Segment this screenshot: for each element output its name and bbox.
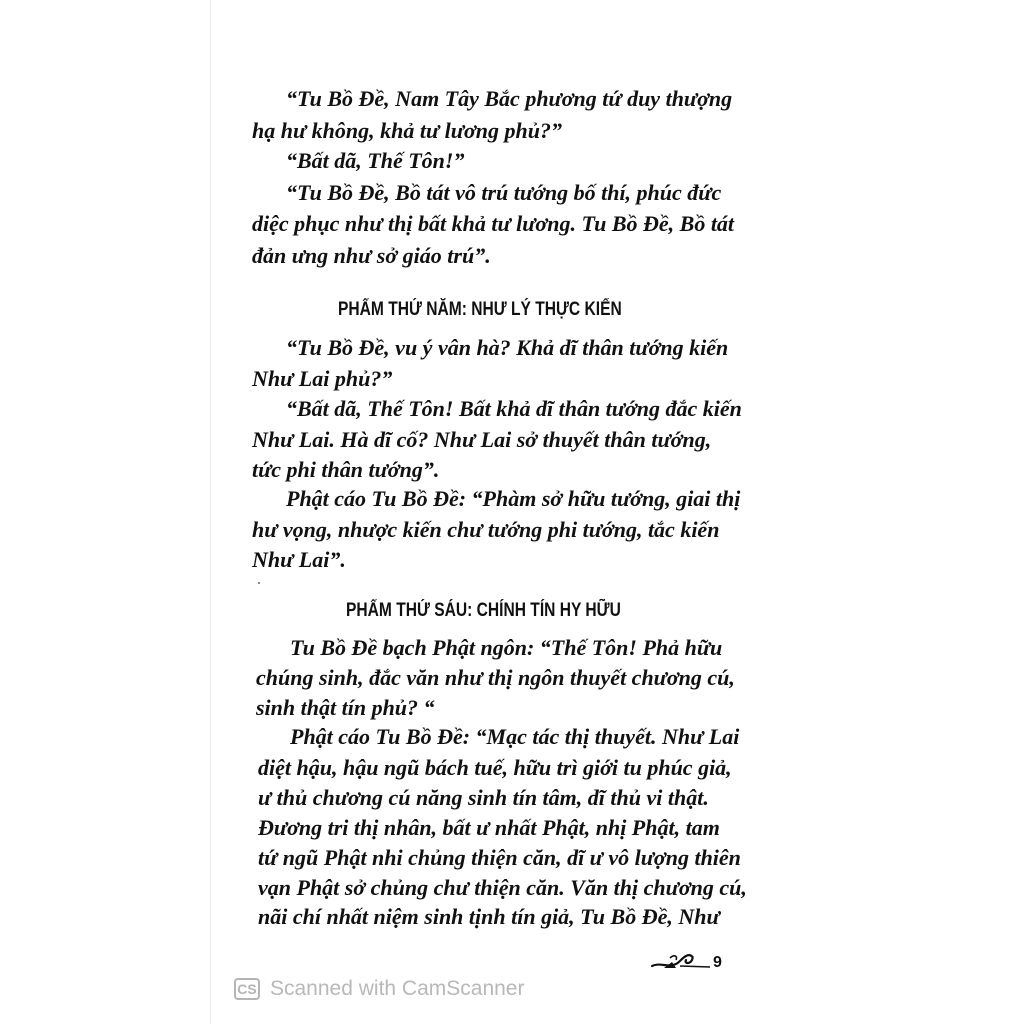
section-heading-5: PHẨM THỨ NĂM: NHƯ LÝ THỰC KIẾN bbox=[338, 299, 622, 320]
text-line: nãi chí nhất niệm sinh tịnh tín giả, Tu Bồ Đề, Như bbox=[258, 904, 720, 929]
text-line: vạn Phật sở chủng chư thiện căn. Văn thị chương cú, bbox=[258, 875, 747, 900]
text-line: hạ hư không, khả tư lương phủ?” bbox=[252, 118, 562, 143]
text-line: “Bất dã, Thế Tôn! Bất khả dĩ thân tướng đắc kiến bbox=[286, 396, 742, 421]
text-line: chúng sinh, đắc văn như thị ngôn thuyết chương cú, bbox=[256, 665, 735, 690]
text-line: sinh thật tín phủ? “ bbox=[256, 695, 435, 720]
text-line: “Tu Bồ Đề, Nam Tây Bắc phương tứ duy thượng bbox=[286, 86, 733, 111]
text-line: “Bất dã, Thế Tôn!” bbox=[286, 148, 465, 173]
watermark-text: Scanned with CamScanner bbox=[270, 977, 525, 1000]
scan-speck bbox=[258, 582, 260, 584]
text-line: Đương tri thị nhân, bất ư nhất Phật, nhị Phật, tam bbox=[258, 815, 720, 840]
text-line: “Tu Bồ Đề, Bồ tát vô trú tướng bố thí, phúc đức bbox=[286, 180, 722, 205]
text-line: Như Lai. Hà dĩ cố? Như Lai sở thuyết thân tướng, bbox=[252, 427, 712, 452]
text-line: diệt hậu, hậu ngũ bách tuế, hữu trì giới tu phúc giả, bbox=[258, 755, 732, 780]
text-line: tức phi thân tướng”. bbox=[252, 457, 440, 482]
text-line: Như Lai phủ?” bbox=[252, 366, 393, 391]
text-line: hư vọng, nhược kiến chư tướng phi tướng, tắc kiến bbox=[252, 517, 720, 542]
camscanner-watermark bbox=[234, 975, 524, 1003]
text-line: Tu Bồ Đề bạch Phật ngôn: “Thế Tôn! Phả hữu bbox=[290, 635, 723, 660]
text-line: đản ưng như sở giáo trú”. bbox=[252, 243, 491, 268]
text-line: Phật cáo Tu Bồ Đề: “Phàm sở hữu tướng, giai thị bbox=[286, 486, 741, 511]
text-line: ư thủ chương cú năng sinh tín tâm, dĩ thủ vi thật. bbox=[258, 785, 709, 810]
page-number: 9 bbox=[713, 954, 722, 971]
text-line: Phật cáo Tu Bồ Đề: “Mạc tác thị thuyết. Như Lai bbox=[290, 724, 740, 749]
decorative-flourish-icon bbox=[650, 946, 712, 979]
text-line: Như Lai”. bbox=[252, 547, 346, 572]
text-line: “Tu Bồ Đề, vu ý vân hà? Khả dĩ thân tướng kiến bbox=[286, 335, 729, 360]
section-heading-6: PHẨM THỨ SÁU: CHÍNH TÍN HY HỮU bbox=[346, 600, 621, 621]
text-line: tứ ngũ Phật nhi chủng thiện căn, dĩ ư vô lượng thiên bbox=[258, 845, 741, 870]
camscanner-logo: CS bbox=[234, 978, 260, 1000]
text-line: diệc phục như thị bất khả tư lương. Tu Bồ Đề, Bồ tát bbox=[252, 211, 735, 236]
